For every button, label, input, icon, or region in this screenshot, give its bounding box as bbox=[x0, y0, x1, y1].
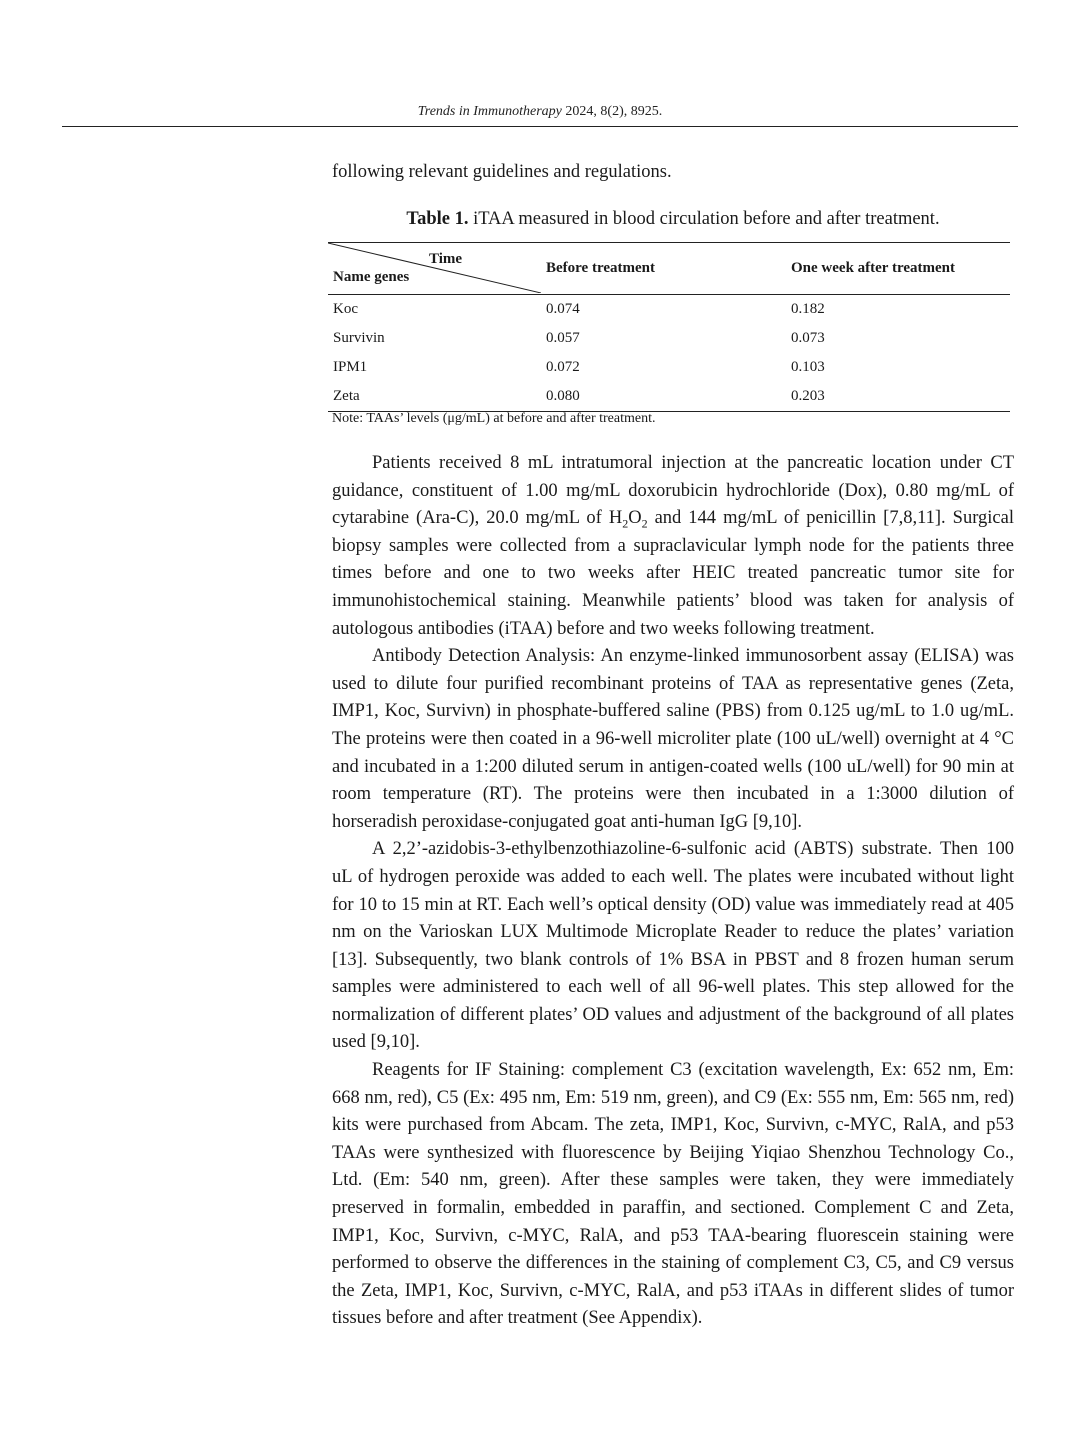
journal-citation: 2024, 8(2), 8925. bbox=[561, 104, 663, 119]
after-cell: 0.203 bbox=[791, 382, 1010, 412]
table-row bbox=[328, 295, 1010, 325]
subscript: 2 bbox=[622, 516, 629, 531]
before-cell: 0.080 bbox=[546, 382, 791, 412]
after-cell: 0.103 bbox=[791, 359, 825, 375]
after-cell: 0.182 bbox=[791, 301, 825, 317]
paragraph-injection-part-b: and 144 mg/mL of penicillin [7,8,11]. Surgical biopsy samples were collected from a supraclavicular lymph node for the patients three times before and one to two weeks after HEIC treated pancreatic tumor site for immunohistochemical staining. Meanwhile patients’ blood was taken for analysis of autologous antibodies (iTAA) before and two weeks following treatment. bbox=[332, 508, 1014, 639]
table-row bbox=[328, 382, 1010, 412]
subscript: 2 bbox=[641, 516, 648, 531]
before-cell: 0.074 bbox=[546, 301, 580, 317]
journal-name: Trends in Immunotherapy bbox=[417, 104, 562, 119]
before-cell: 0.072 bbox=[546, 359, 580, 375]
gene-cell: Survivin bbox=[333, 330, 385, 346]
gene-cell: Koc bbox=[333, 301, 358, 317]
before-cell: 0.057 bbox=[546, 330, 580, 346]
header-after-treatment: One week after treatment bbox=[791, 243, 1010, 295]
header-name-genes: Name genes bbox=[333, 269, 410, 285]
itaa-table bbox=[328, 242, 1010, 412]
table-row bbox=[328, 353, 1010, 382]
gene-cell: Zeta bbox=[328, 382, 546, 412]
after-cell: 0.073 bbox=[791, 330, 825, 346]
body-text bbox=[332, 450, 1014, 1333]
paragraph-abts: A 2,2’-azidobis-3-ethylbenzothiazoline-6-sulfonic acid (ABTS) substrate. Then 100 uL of hydrogen peroxide was added to each well. The plates were incubated without light for 10 to 15 min at RT. Each well’s optical density (OD) value was immediately read at 405 nm on the Varioskan LUX Multimode Microplate Reader to reduce the plates’ variation [13]. Subsequently, two blank controls of 1% BSA in PBST and 8 frozen human serum samples were administered to each well of all 96-well plates. This step allowed for the normalization of different plates’ OD values and adjustment of the background of all plates used [9,10]. bbox=[332, 839, 1014, 1053]
lead-text: following relevant guidelines and regulations. bbox=[332, 162, 672, 182]
header-before-treatment: Before treatment bbox=[546, 243, 791, 295]
gene-cell: IPM1 bbox=[333, 359, 368, 375]
paragraph-antibody-detection: Antibody Detection Analysis: An enzyme-linked immunosorbent assay (ELISA) was used to dilute four purified recombinant proteins of TAA as representative genes (Zeta, IMP1, Koc, Survivn) in phosphate-buffered saline (PBS) from 0.125 ug/mL to 1.0 ug/mL. The proteins were then coated in a 96-well microliter plate (100 uL/well) overnight at 4 °C and incubated in a 1:200 diluted serum in antigen-coated wells (100 uL/well) for 90 min at room temperature (RT). The proteins were then incubated in a 1:3000 dilution of horseradish peroxidase-conjugated goat anti-human IgG [9,10]. bbox=[332, 646, 1014, 832]
table-header-row bbox=[328, 243, 1010, 295]
oxygen-symbol: O bbox=[628, 508, 642, 529]
header-rule bbox=[62, 126, 1018, 127]
table-caption bbox=[332, 209, 1014, 230]
running-header bbox=[0, 104, 1080, 120]
paragraph-injection bbox=[332, 450, 1014, 643]
table-caption-text: iTAA measured in blood circulation before and after treatment. bbox=[468, 209, 940, 229]
diagonal-header-cell bbox=[328, 243, 546, 295]
table-row bbox=[328, 324, 1010, 353]
header-time: Time bbox=[429, 251, 463, 267]
table-caption-label: Table 1. bbox=[406, 209, 469, 229]
paragraph-injection-part-a: Patients received 8 mL intratumoral injection at the pancreatic location under CT guidance, constituent of 1.00 mg/mL doxorubicin hydrochloride (Dox), 0.80 mg/mL of cytarabine (Ara-C), 20.0 mg/mL of H bbox=[332, 453, 1014, 529]
table-note: Note: TAAs’ levels (μg/mL) at before and after treatment. bbox=[332, 411, 656, 426]
paragraph-if-staining: Reagents for IF Staining: complement C3 (excitation wavelength, Ex: 652 nm, Em: 668 nm, red), C5 (Ex: 495 nm, Em: 519 nm, green), and C9 (Ex: 555 nm, Em: 565 nm, red) kits were purchased from Abcam. The zeta, IMP1, Koc, Survivn, c-MYC, RalA, and p53 TAAs were synthesized with fluorescence by Beijing Yiqiao Shenzhou Technology Co., Ltd. (Em: 540 nm, green). After these samples were taken, they were immediately preserved in formalin, embedded in paraffin, and sectioned. Complement C and Zeta, IMP1, Koc, Survivn, c-MYC, RalA, and p53 TAA-bearing fluorescein staining were performed to observe the differences in the staining of complement C3, C5, and C9 versus the Zeta, IMP1, Koc, Survivn, c-MYC, RalA, and p53 iTAAs in different slides of tumor tissues before and after treatment (See Appendix). bbox=[332, 1060, 1014, 1329]
